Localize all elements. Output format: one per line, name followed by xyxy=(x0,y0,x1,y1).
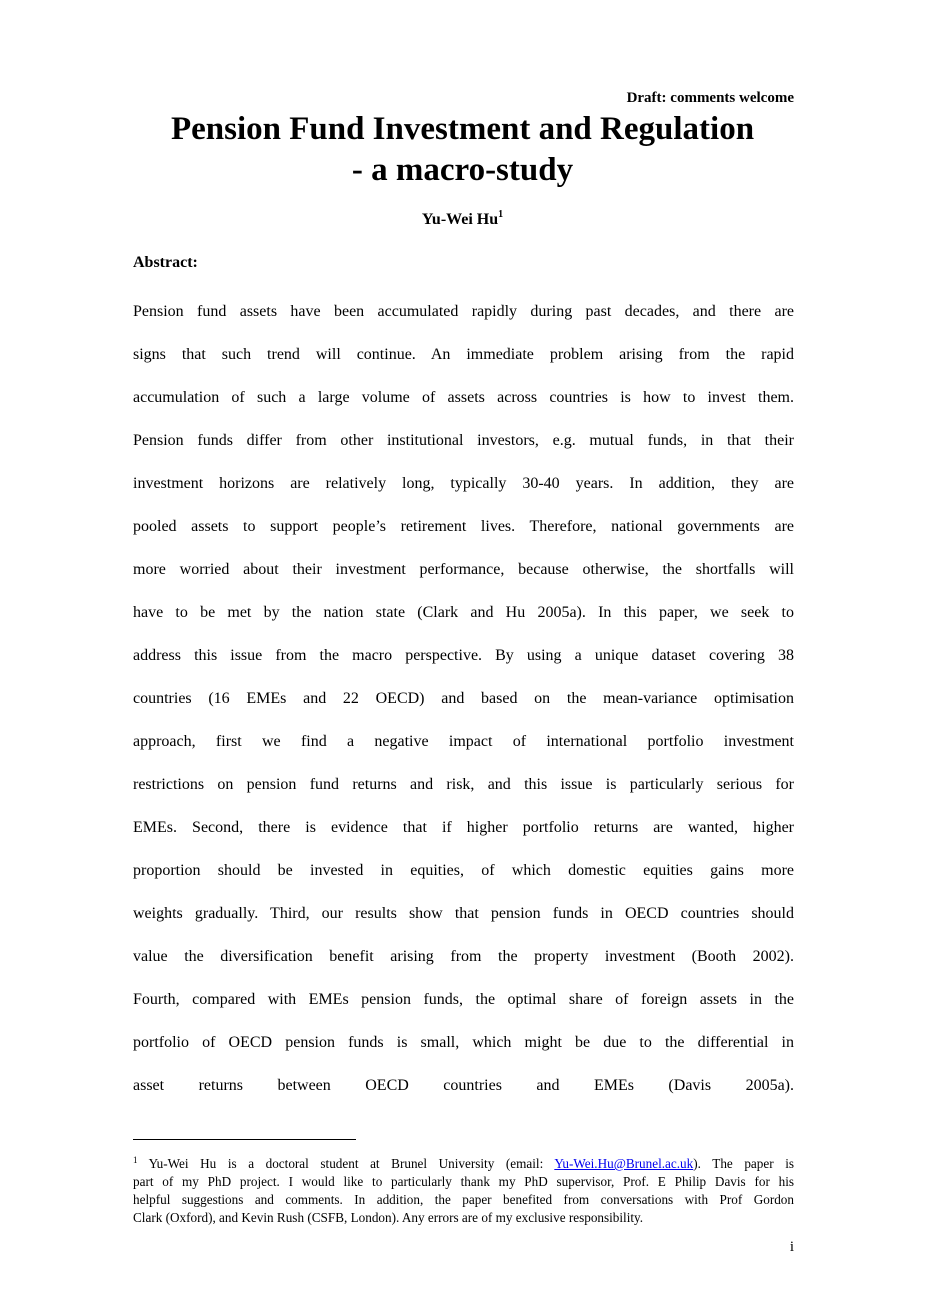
abstract-line: Pension funds differ from other institutional investors, e.g. mutual funds, in that their xyxy=(133,432,794,449)
footnote-text-after-email: ). The paper is xyxy=(693,1156,794,1171)
abstract-line: pooled assets to support people’s retirement lives. Therefore, national governments are xyxy=(133,518,794,535)
title-line-2: - a macro-study xyxy=(351,152,574,188)
footnote xyxy=(133,1151,794,1227)
abstract-line: portfolio of OECD pension funds is small, which might be due to the differential in xyxy=(133,1034,794,1051)
abstract-line: address this issue from the macro perspective. By using a unique dataset covering 38 xyxy=(133,647,794,664)
draft-note: Draft: comments welcome xyxy=(626,90,794,106)
abstract-line: restrictions on pension fund returns and risk, and this issue is particularly serious for xyxy=(133,776,794,793)
abstract-line: Fourth, compared with EMEs pension funds, the optimal share of foreign assets in the xyxy=(133,991,794,1008)
abstract-line: Pension fund assets have been accumulated rapidly during past decades, and there are xyxy=(133,303,794,320)
author-footnote-marker[interactable]: 1 xyxy=(498,209,504,220)
author-name: Yu-Wei Hu xyxy=(421,211,499,228)
email-link[interactable]: Yu-Wei.Hu@Brunel.ac.uk xyxy=(554,1156,694,1171)
abstract-heading: Abstract: xyxy=(133,254,198,271)
footnote-line-3: helpful suggestions and comments. In addition, the paper benefited from conversations with Prof Gordon xyxy=(133,1192,794,1207)
abstract-line: value the diversification benefit arising from the property investment (Booth 2002). xyxy=(133,948,794,965)
abstract-line: approach, first we find a negative impact of international portfolio investment xyxy=(133,733,794,750)
abstract-line: countries (16 EMEs and 22 OECD) and based on the mean-variance optimisation xyxy=(133,690,794,707)
abstract-body xyxy=(133,290,794,1107)
abstract-line: proportion should be invested in equities, of which domestic equities gains more xyxy=(133,862,794,879)
author-byline xyxy=(0,209,925,229)
abstract-line: signs that such trend will continue. An immediate problem arising from the rapid xyxy=(133,346,794,363)
abstract-line: have to be met by the nation state (Clark and Hu 2005a). In this paper, we seek to xyxy=(133,604,794,621)
footnote-marker: 1 xyxy=(133,1155,138,1165)
paper-title xyxy=(0,109,925,191)
footnote-line-4: Clark (Oxford), and Kevin Rush (CSFB, London). Any errors are of my exclusive responsibility. xyxy=(133,1210,644,1225)
abstract-line: accumulation of such a large volume of assets across countries is how to invest them. xyxy=(133,389,794,406)
footnote-divider xyxy=(133,1139,356,1140)
abstract-line: weights gradually. Third, our results show that pension funds in OECD countries should xyxy=(133,905,794,922)
footnote-text-before-email: Yu-Wei Hu is a doctoral student at Brunel University (email: xyxy=(148,1156,555,1171)
abstract-line: investment horizons are relatively long, typically 30-40 years. In addition, they are xyxy=(133,475,794,492)
page-number: i xyxy=(789,1239,794,1255)
abstract-line: EMEs. Second, there is evidence that if higher portfolio returns are wanted, higher xyxy=(133,819,794,836)
abstract-line: more worried about their investment performance, because otherwise, the shortfalls will xyxy=(133,561,794,578)
title-line-1: Pension Fund Investment and Regulation xyxy=(170,111,755,147)
abstract-line: asset returns between OECD countries and EMEs (Davis 2005a). xyxy=(133,1077,794,1094)
footnote-line-2: part of my PhD project. I would like to particularly thank my PhD supervisor, Prof. E Philip Davis for his xyxy=(133,1174,794,1189)
footnote-line-1 xyxy=(133,1151,794,1173)
